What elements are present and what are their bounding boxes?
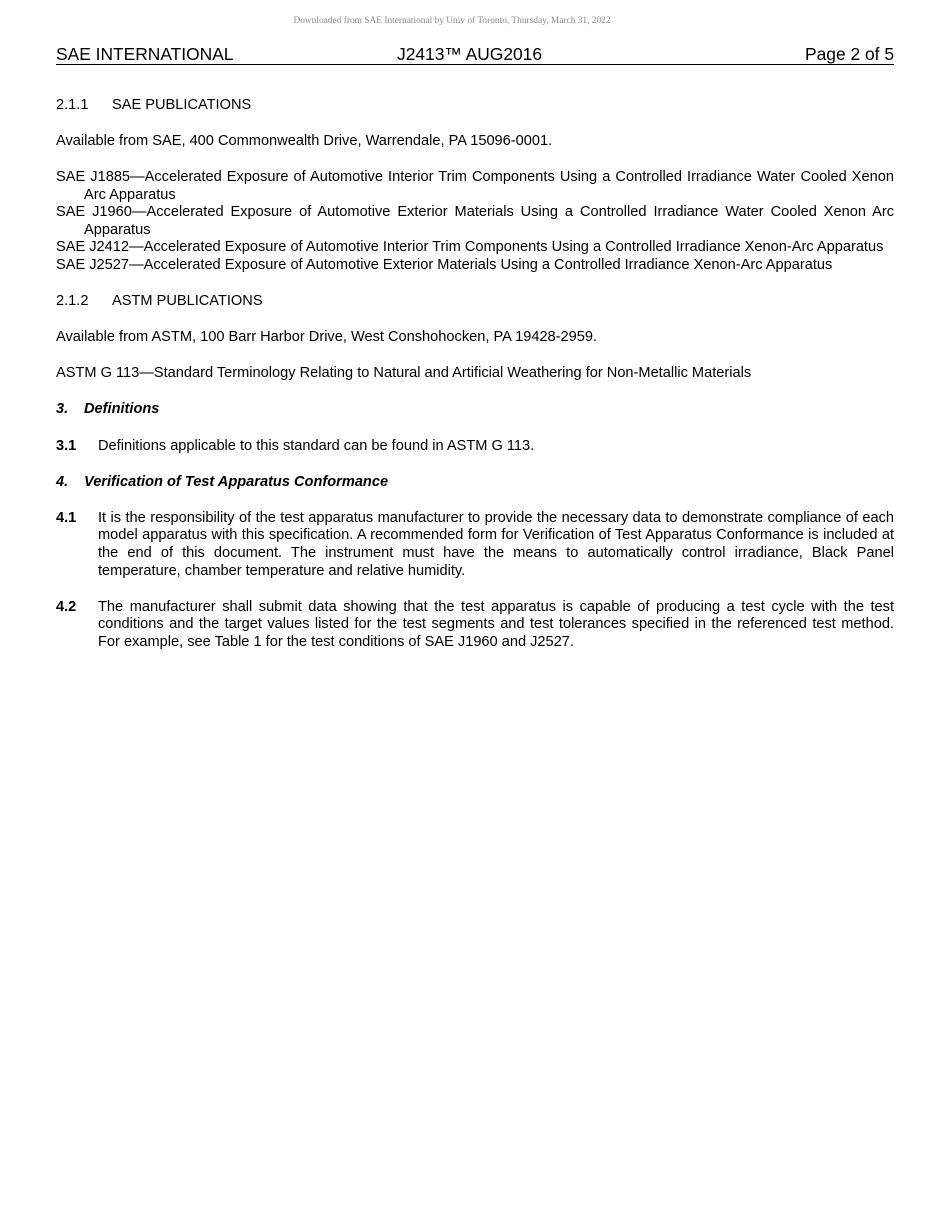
section-title-initial: ASTM P — [112, 293, 167, 310]
clause-number: 4.2 — [56, 598, 77, 615]
document-body — [56, 97, 894, 670]
clause-4-2 — [56, 599, 894, 652]
section-number: 4. — [56, 473, 69, 490]
section-2-1-1-heading — [56, 97, 894, 115]
reference-item: ASTM G 113—Standard Terminology Relating to Natural and Artificial Weathering for Non-Metallic Materials — [56, 365, 752, 382]
clause-4-1 — [56, 510, 894, 580]
page-header — [56, 44, 894, 65]
header-organization: SAE INTERNATIONAL — [56, 44, 234, 64]
clause-number: 4.1 — [56, 509, 77, 526]
section-2-1-2-heading — [56, 293, 894, 311]
astm-reference-list — [56, 365, 894, 383]
header-document-number: J2413™ AUG2016 — [397, 44, 543, 64]
reference-item: SAE J1960—Accelerated Exposure of Automotive Exterior Materials Using a Controlled Irradiance Water Cooled Xenon Arc Apparatus — [56, 204, 894, 238]
clause-text: It is the responsibility of the test apparatus manufacturer to provide the necessary data to demonstrate compliance of each model apparatus with this specification. A recommended form for Verification of Test Apparatus Conformance is included at the end of this document. The instrument must have the means to automatically control irradiance, Black Panel temperature, chamber temperature and relative humidity. — [98, 509, 894, 579]
clause-number: 3.1 — [56, 437, 77, 454]
clause-text: Definitions applicable to this standard can be found in ASTM G 113. — [98, 437, 535, 454]
section-number: 2.1.2 — [56, 293, 89, 310]
section-title: Verification of Test Apparatus Conformance — [84, 473, 389, 490]
clause-text: The manufacturer shall submit data showing that the test apparatus is capable of producing a test cycle with the test conditions and the target values listed for the test segments and test tolerances specified in the referenced test method. For example, see Table 1 for the test conditions of SAE J1960 and J2527. — [98, 598, 894, 650]
section-number: 2.1.1 — [56, 97, 89, 113]
sae-reference-list — [56, 169, 894, 275]
section-title: Definitions — [84, 401, 160, 418]
section-title-rest: UBLICATIONS — [155, 97, 252, 113]
download-watermark: Downloaded from SAE International by Univ of Toronto, Thursday, March 31, 2022 — [293, 16, 611, 26]
reference-item: SAE J2527—Accelerated Exposure of Automotive Exterior Materials Using a Controlled Irradiance Xenon-Arc Apparatus — [56, 256, 833, 273]
section-4-heading — [56, 474, 894, 492]
section-3-heading — [56, 401, 894, 419]
reference-item: SAE J1885—Accelerated Exposure of Automotive Interior Trim Components Using a Controlled Irradiance Water Cooled Xenon Arc Apparatus — [56, 168, 894, 203]
header-page-number: Page 2 of 5 — [805, 44, 894, 64]
sae-availability: Available from SAE, 400 Commonwealth Drive, Warrendale, PA 15096-0001. — [56, 133, 553, 149]
section-title-rest: UBLICATIONS — [166, 293, 263, 310]
clause-3-1 — [56, 438, 894, 456]
reference-item: SAE J2412—Accelerated Exposure of Automotive Interior Trim Components Using a Controlled Irradiance Xenon-Arc Apparatus — [56, 239, 884, 256]
section-title-initial: SAE P — [112, 97, 155, 113]
astm-availability: Available from ASTM, 100 Barr Harbor Drive, West Conshohocken, PA 19428-2959. — [56, 329, 598, 346]
section-number: 3. — [56, 401, 69, 418]
